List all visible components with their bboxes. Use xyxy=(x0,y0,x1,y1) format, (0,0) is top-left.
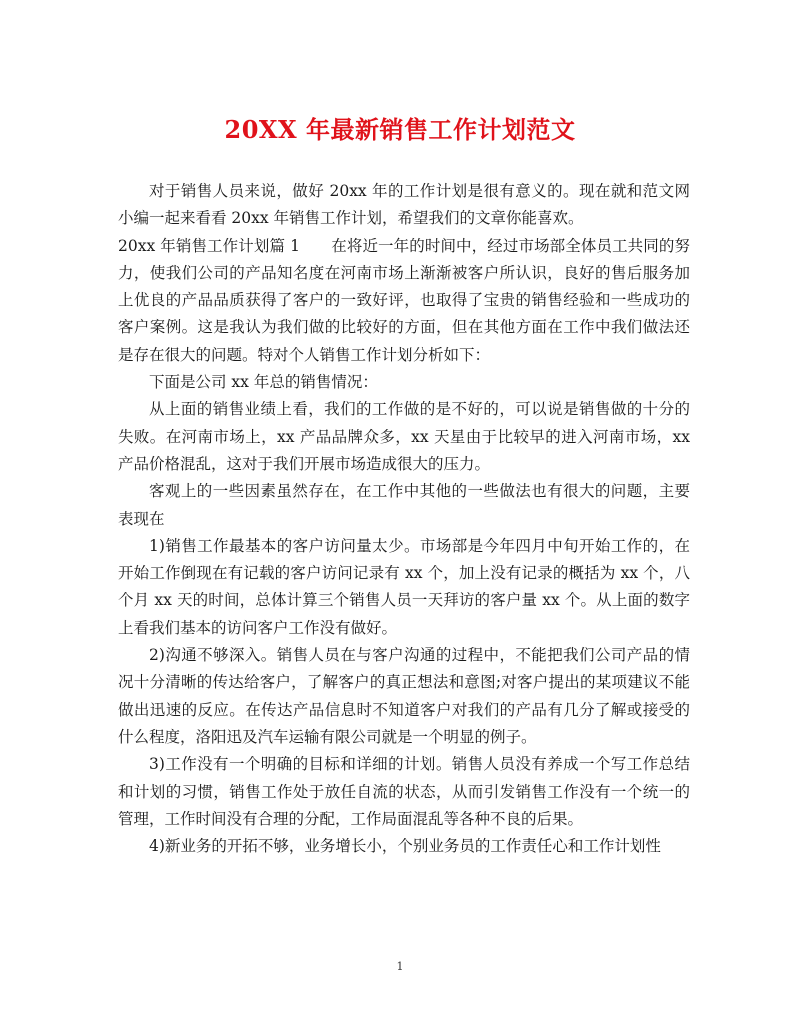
paragraph-problem-1: 1)销售工作最基本的客户访问量太少。市场部是今年四月中旬开始工作的，在开始工作倒现在有记载的客户访问记录有 xx 个，加上没有记录的概括为 xx 个，八个月 xx 天的时间，总体计算三个销售人员一天拜访的客户量 xx 个。从上面的数字上看我们基本的访问客户工作没有做好。 xyxy=(118,536,690,637)
paragraph-intro: 对于销售人员来说，做好 20xx 年的工作计划是很有意义的。现在就和范文网小编一起来看看 20xx 年销售工作计划，希望我们的文章你能喜欢。 xyxy=(118,182,690,228)
paragraph-problems-intro: 客观上的一些因素虽然存在，在工作中其他的一些做法也有很大的问题，主要表现在 xyxy=(118,482,690,528)
page-number: 1 xyxy=(396,960,404,973)
document-title: 20XX 年最新销售工作计划范文 xyxy=(224,115,576,144)
paragraph-sales-performance: 从上面的销售业绩上看，我们的工作做的是不好的，可以说是销售做的十分的失败。在河南市场上，xx 产品品牌众多，xx 天星由于比较早的进入河南市场，xx 产品价格混乱，这对于我们开展市场造成很大的压力。 xyxy=(118,400,690,473)
paragraph-problem-2: 2)沟通不够深入。销售人员在与客户沟通的过程中，不能把我们公司产品的情况十分清晰的传达给客户，了解客户的真正想法和意图;对客户提出的某项建议不能做出迅速的反应。在传达产品信息时不知道客户对我们的产品有几分了解或接受的什么程度，洛阳迅及汽车运输有限公司就是一个明显的例子。 xyxy=(118,646,690,746)
paragraph-plan-1: 20xx 年销售工作计划篇 1 在将近一年的时间中，经过市场部全体员工共同的努力，使我们公司的产品知名度在河南市场上渐渐被客户所认识，良好的售后服务加上优良的产品品质获得了客户的一致好评，也取得了宝贵的销售经验和一些成功的客户案例。这是我认为我们做的比较好的方面，但在其他方面在工作中我们做法还是存在很大的问题。特对个人销售工作计划分析如下： xyxy=(118,236,690,364)
paragraph-sales-overview: 下面是公司 xx 年总的销售情况： xyxy=(149,373,378,392)
document-body xyxy=(118,178,690,860)
paragraph-problem-4: 4)新业务的开拓不够，业务增长小，个别业务员的工作责任心和工作计划性 xyxy=(149,837,661,856)
paragraph-problem-3: 3)工作没有一个明确的目标和详细的计划。销售人员没有养成一个写工作总结和计划的习惯，销售工作处于放任自流的状态，从而引发销售工作没有一个统一的管理，工作时间没有合理的分配，工作局面混乱等各种不良的后果。 xyxy=(118,755,690,828)
